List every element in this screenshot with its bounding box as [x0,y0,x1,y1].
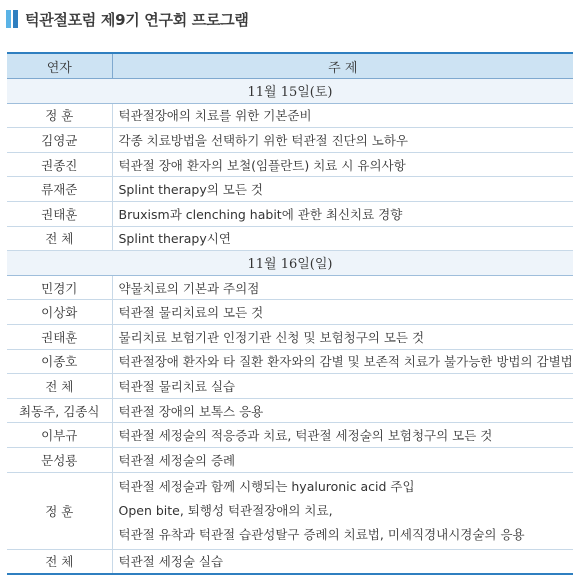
table-row [7,177,573,202]
speaker-cell: 민경기 [7,275,112,300]
table-row [7,472,573,549]
table-row [7,374,573,399]
day-row [7,79,573,104]
speaker-cell: 이종호 [7,349,112,374]
speaker-cell: 정 훈 [7,103,112,128]
table-row [7,103,573,128]
topic-line: 턱관절 세정술 실습 [118,554,224,570]
topic-column-header: 주 제 [112,53,573,79]
speaker-cell: 정 훈 [7,472,112,549]
table-row [7,398,573,423]
table-row [7,201,573,226]
speaker-cell: 이상화 [7,300,112,325]
table-row [7,152,573,177]
table-row [7,324,573,349]
speaker-cell: 김영균 [7,128,112,153]
topic-cell [112,275,573,300]
day-date: 11월 15일(토) [7,79,573,104]
topic-cell [112,201,573,226]
table-row [7,128,573,153]
title-marker-icon [6,10,18,28]
table-row [7,447,573,472]
speaker-column-header: 연자 [7,53,112,79]
topic-line: Splint therapy시연 [118,231,231,247]
topic-line: 턱관절장애의 치료를 위한 기본준비 [118,108,312,124]
topic-cell [112,103,573,128]
topic-cell [112,423,573,448]
topic-line: 턱관절 장애 환자의 보철(임플란트) 치료 시 유의사항 [118,157,406,173]
topic-cell [112,447,573,472]
speaker-cell: 류재준 [7,177,112,202]
topic-line: 턱관절 유착과 턱관절 습관성탈구 증례의 치료법, 미세직경내시경술의 응용 [118,526,525,542]
table-row [7,349,573,374]
topic-line: 턱관절 세정술의 증례 [118,452,236,468]
topic-line: 턱관절 물리치료 실습 [118,378,236,394]
speaker-cell: 문성룡 [7,447,112,472]
program-body [7,79,573,575]
topic-cell [112,226,573,251]
topic-cell [112,374,573,399]
table-row [7,549,573,574]
topic-line: Open bite, 퇴행성 턱관절장애의 치료, [118,502,333,518]
topic-cell [112,128,573,153]
speaker-cell: 권태훈 [7,324,112,349]
table-row [7,300,573,325]
topic-cell [112,349,573,374]
topic-cell [112,398,573,423]
speaker-cell: 권태훈 [7,201,112,226]
topic-line: Bruxism과 clenching habit에 관한 최신치료 경향 [118,206,403,222]
page-title-text: 턱관절포럼 제9기 연구회 프로그램 [25,10,249,29]
day-row [7,251,573,276]
speaker-cell: 최동주, 김종식 [7,398,112,423]
speaker-cell: 전 체 [7,374,112,399]
topic-cell [112,549,573,574]
speaker-cell: 전 체 [7,226,112,251]
table-row [7,275,573,300]
day-date: 11월 16일(일) [7,251,573,276]
speaker-cell: 권종진 [7,152,112,177]
speaker-cell: 전 체 [7,549,112,574]
topic-line: 물리치료 보험기관 인정기관 신청 및 보험청구의 모든 것 [118,329,425,345]
topic-line: 턱관절 세정술과 함께 시행되는 hyaluronic acid 주입 [118,478,415,494]
topic-line: 턱관절 세정술의 적응증과 치료, 턱관절 세정술의 보험청구의 모든 것 [118,428,493,444]
topic-line: 턱관절 장애의 보톡스 응용 [118,403,264,419]
topic-line: 턱관절장애 환자와 타 질환 환자와의 감별 및 보존적 치료가 불가능한 방법의 감별법 [118,354,573,370]
program-table [7,52,573,575]
topic-line: 각종 치료방법을 선택하기 위한 턱관절 진단의 노하우 [118,132,408,148]
topic-cell [112,472,573,549]
table-row [7,423,573,448]
topic-cell [112,152,573,177]
topic-line: 약물치료의 기본과 주의점 [118,280,260,296]
speaker-cell: 이부규 [7,423,112,448]
topic-cell [112,324,573,349]
topic-line: 턱관절 물리치료의 모든 것 [118,305,264,321]
page-title [6,6,249,32]
table-header-row [7,53,573,79]
topic-cell [112,300,573,325]
topic-cell [112,177,573,202]
topic-line: Splint therapy의 모든 것 [118,182,264,198]
table-row [7,226,573,251]
